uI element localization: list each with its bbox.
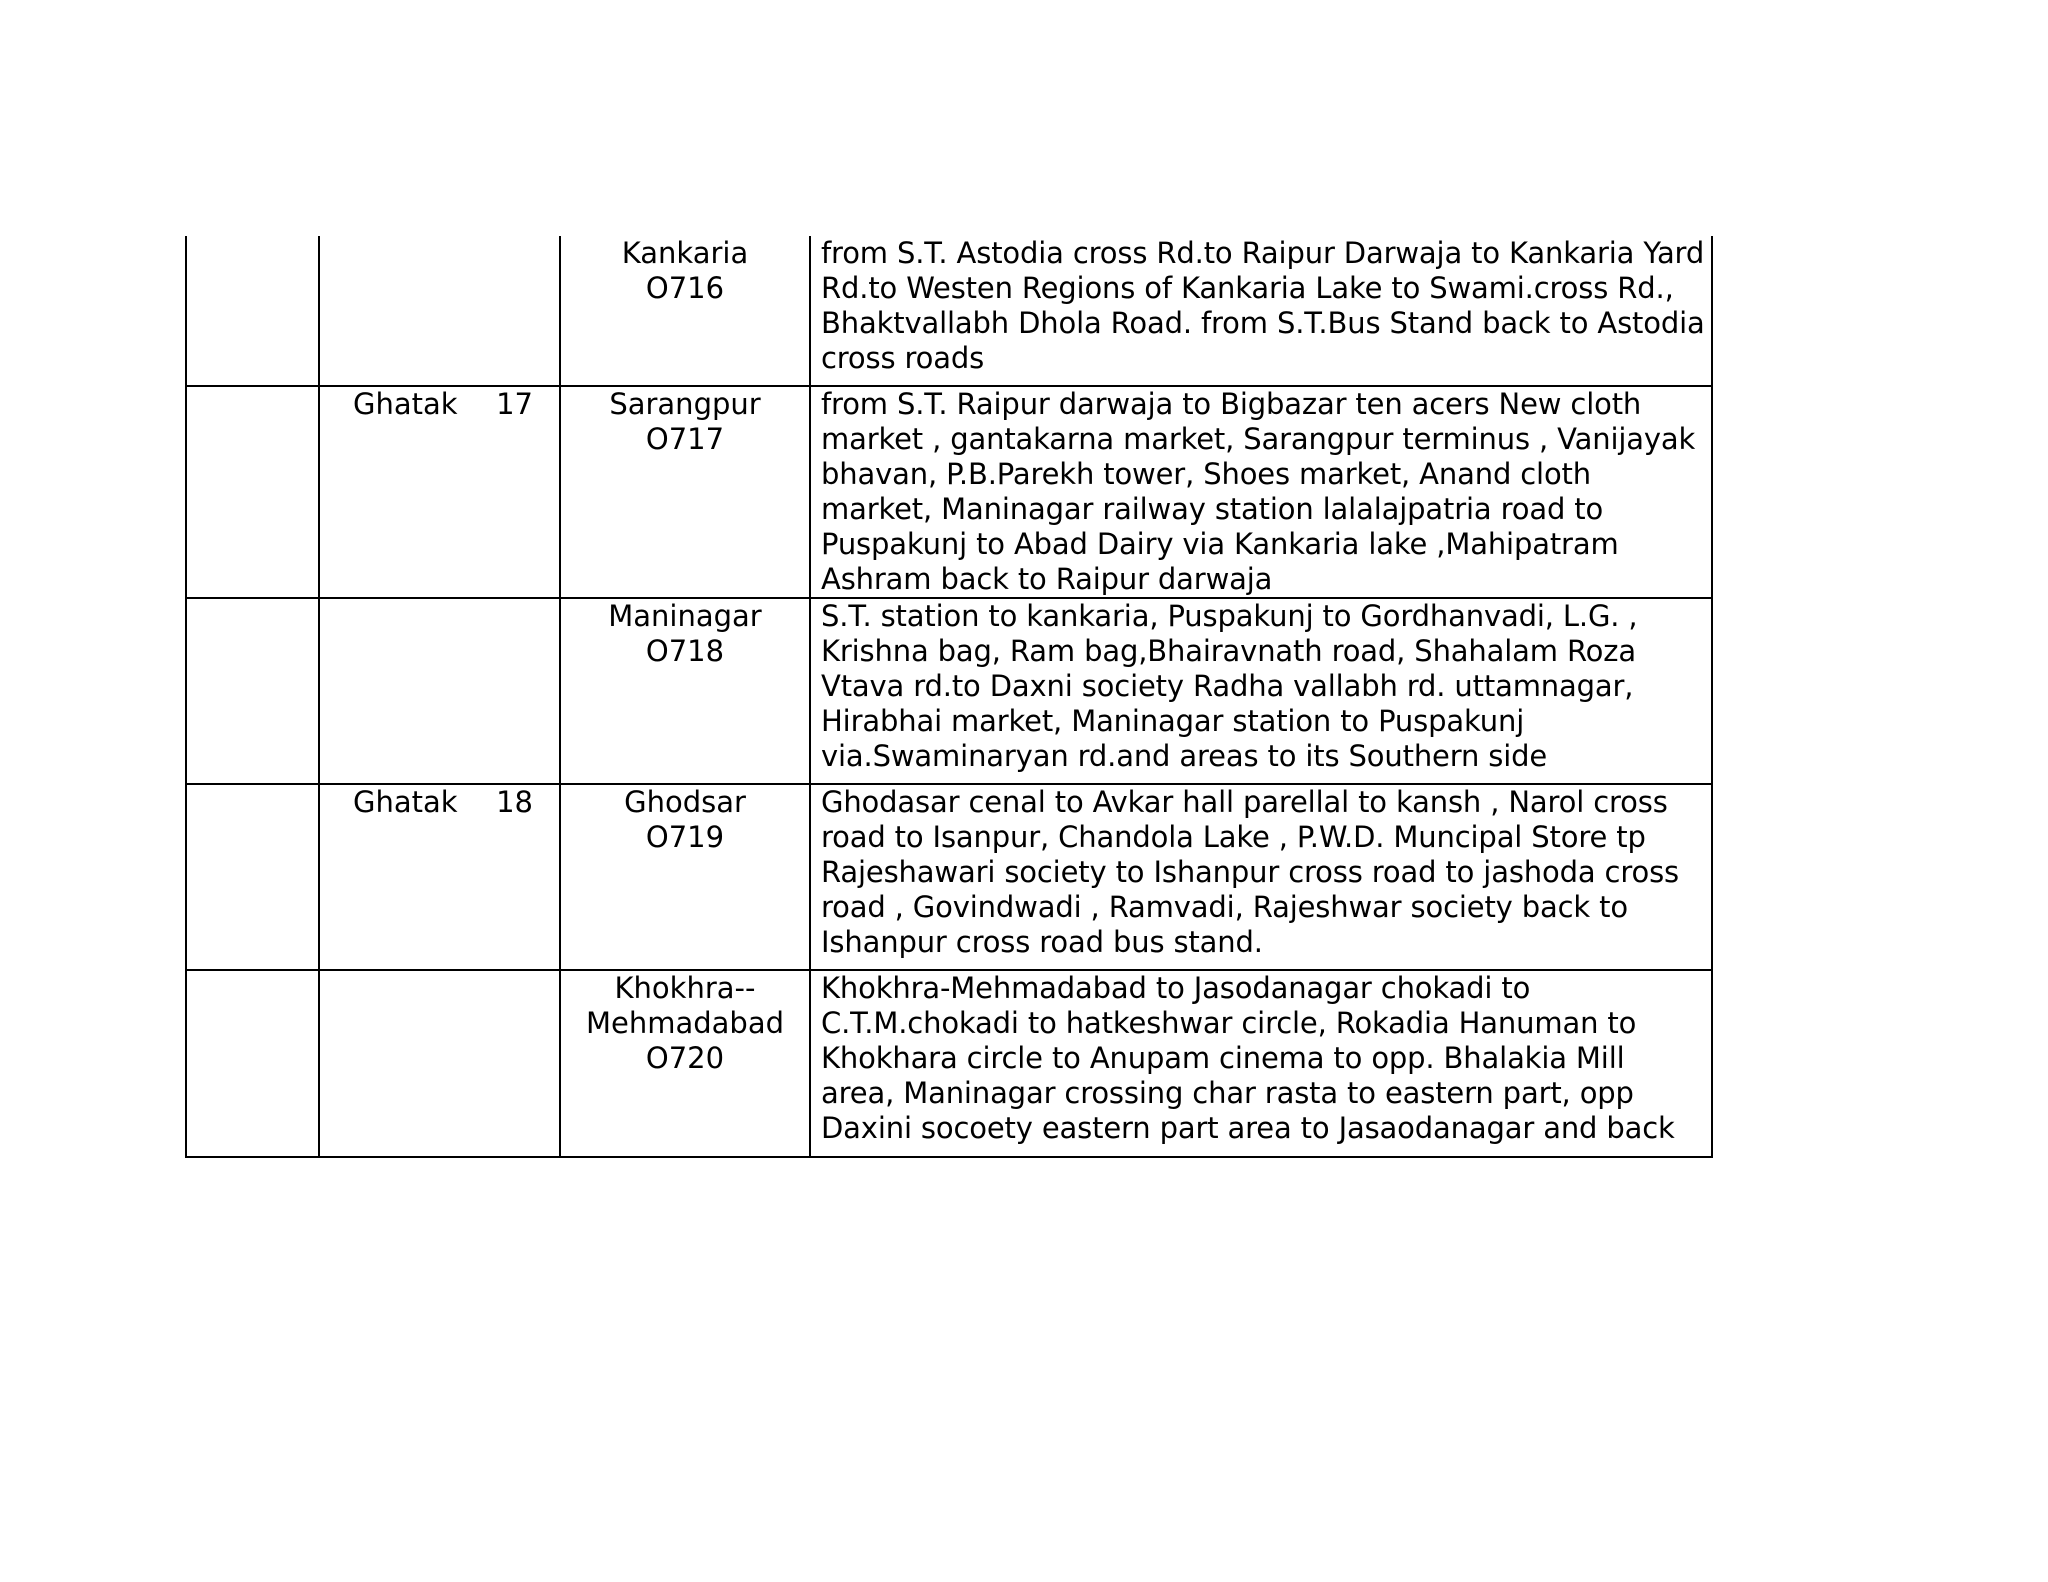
ward-code: O717	[645, 422, 725, 456]
ward-description: from S.T. Raipur darwaja to Bigbazar ten acers New cloth market , gantakarna market, Sarangpur terminus , Vanijayak bhavan, P.B.Parekh tower, Shoes market, Anand cloth market, Maninagar railway station lalalajpatria road to Puspakunj to Abad Dairy via Kankaria lake ,Mahipatram Ashram back to Raipur darwaja	[810, 386, 1712, 598]
table-row	[186, 386, 1712, 598]
ghatak-label: Ghatak	[353, 387, 458, 421]
ward-description: Khokhra-Mehmadabad to Jasodanagar chokadi to C.T.M.chokadi to hatkeshwar circle, Rokadia Hanuman to Khokhara circle to Anupam cinema to opp. Bhalakia Mill area, Maninagar crossing char rasta to eastern part, opp Daxini socoety eastern part area to Jasaodanagar and back	[810, 970, 1712, 1157]
ward-description: Ghodasar cenal to Avkar hall parellal to kansh , Narol cross road to Isanpur, Chandola Lake , P.W.D. Muncipal Store tp Rajeshawari society to Ishanpur cross road to jashoda cross road , Govindwadi , Ramvadi, Rajeshwar society back to Ishanpur cross road bus stand.	[810, 784, 1712, 970]
ghatak-number: 18	[496, 785, 533, 819]
ward-table-container	[185, 236, 1711, 1158]
ward-description: S.T. station to kankaria, Puspakunj to Gordhanvadi, L.G. , Krishna bag, Ram bag,Bhairavnath road, Shahalam Roza Vtava rd.to Daxni society Radha vallabh rd. uttamnagar, Hirabhai market, Maninagar station to Puspakunj via.Swaminaryan rd.and areas to its Southern side	[810, 598, 1712, 784]
ghatak-cell	[319, 784, 560, 970]
ward-table	[185, 236, 1713, 1158]
ghatak-cell	[319, 598, 560, 784]
ghatak-cell	[319, 236, 560, 386]
ward-name: Sarangpur	[609, 387, 761, 421]
ward-code: O720	[645, 1041, 725, 1075]
table-row	[186, 236, 1712, 386]
blank-cell	[186, 598, 319, 784]
ward-cell	[560, 386, 810, 598]
ward-description: from S.T. Astodia cross Rd.to Raipur Darwaja to Kankaria Yard Rd.to Westen Regions of Kankaria Lake to Swami.cross Rd., Bhaktvallabh Dhola Road. from S.T.Bus Stand back to Astodia cross roads	[810, 236, 1712, 386]
ward-code: O719	[645, 820, 725, 854]
blank-cell	[186, 236, 319, 386]
ward-cell	[560, 236, 810, 386]
ghatak-cell	[319, 970, 560, 1157]
table-row	[186, 970, 1712, 1157]
table-row	[186, 598, 1712, 784]
ward-cell	[560, 970, 810, 1157]
ghatak-cell	[319, 386, 560, 598]
ward-name: Ghodsar	[624, 785, 746, 819]
blank-cell	[186, 386, 319, 598]
ward-code: O718	[645, 634, 725, 668]
ward-code: O716	[645, 271, 725, 305]
ward-name-line-2: Mehmadabad	[585, 1006, 785, 1040]
ward-name: Maninagar	[608, 599, 762, 633]
ward-name: Kankaria	[621, 236, 749, 270]
ward-cell	[560, 598, 810, 784]
ghatak-label: Ghatak	[353, 785, 458, 819]
ward-cell	[560, 784, 810, 970]
ward-name-line-1: Khokhra--	[614, 971, 756, 1005]
ghatak-number: 17	[496, 387, 533, 421]
blank-cell	[186, 784, 319, 970]
blank-cell	[186, 970, 319, 1157]
table-row	[186, 784, 1712, 970]
